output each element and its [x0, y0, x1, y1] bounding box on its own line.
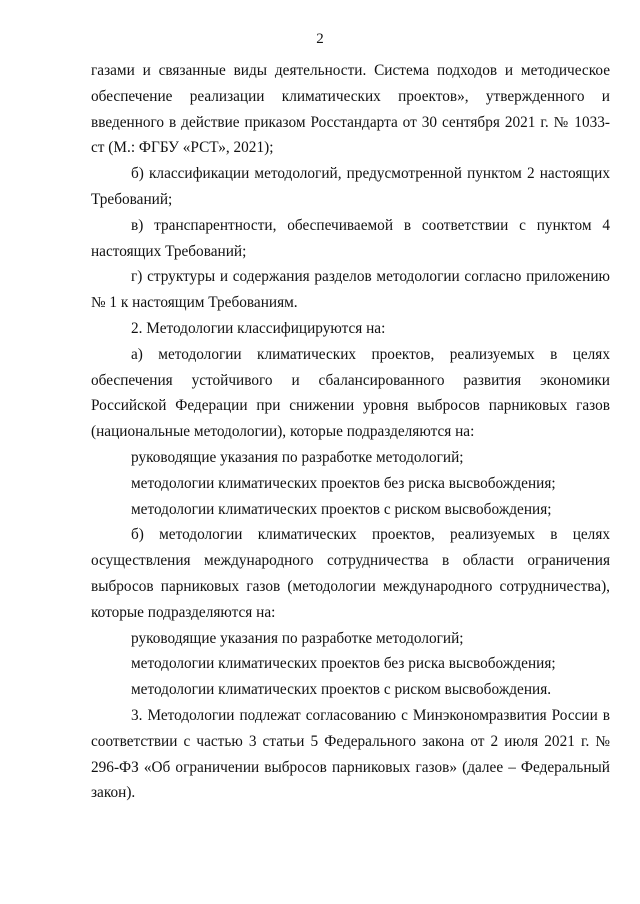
- list-item-no-release-risk-national: методологии климатических проектов без риска высвобождения;: [131, 474, 556, 492]
- paragraph-item-b-classification: б) классификации методологий, предусмотренной пунктом 2 настоящих Требований;: [91, 165, 610, 208]
- paragraph-continuation: газами и связанные виды деятельности. Система подходов и методическое обеспечение реализации климатических проектов», утвержденного и введенного в действие приказом Росстандарта от 30 сентября 2021 г. № 1033-ст (М.: ФГБУ «РСТ», 2021);: [91, 62, 610, 157]
- list-item-guidelines-international: руководящие указания по разработке методологий;: [131, 629, 464, 647]
- list-item-release-risk-international: методологии климатических проектов с риском высвобождения.: [131, 681, 552, 699]
- paragraph-section-2: 2. Методологии классифицируются на:: [131, 319, 386, 337]
- list-item-guidelines-national: руководящие указания по разработке методологий;: [131, 448, 464, 466]
- paragraph-item-b-international: б) методологии климатических проектов, реализуемых в целях осуществления международного сотрудничества в области ограничения выбросов парниковых газов (методологии международного сотрудничества), которые подразделяются на:: [91, 526, 610, 621]
- paragraph-item-g-structure: г) структуры и содержания разделов методологии согласно приложению № 1 к настоящим Требованиям.: [91, 268, 610, 312]
- paragraph-section-3: 3. Методологии подлежат согласованию с Минэкономразвития России в соответствии с частью 3 статьи 5 Федерального закона от 2 июля 2021 г. № 296-ФЗ «Об ограничении выбросов парниковых газов» (далее – Федеральный закон).: [91, 706, 610, 802]
- paragraph-item-a-national: а) методологии климатических проектов, реализуемых в целях обеспечения устойчивого и сбалансированного развития экономики Российской Федерации при снижении уровня выбросов парниковых газов (национальные методологии), которые подразделяются на:: [91, 345, 610, 441]
- page-number: 2: [316, 31, 324, 47]
- paragraph-item-v-transparency: в) транспарентности, обеспечиваемой в соответствии с пунктом 4 настоящих Требований;: [91, 216, 610, 260]
- list-item-no-release-risk-international: методологии климатических проектов без риска высвобождения;: [131, 655, 556, 673]
- document-body: [91, 58, 610, 806]
- list-item-release-risk-national: методологии климатических проектов с риском высвобождения;: [131, 500, 552, 518]
